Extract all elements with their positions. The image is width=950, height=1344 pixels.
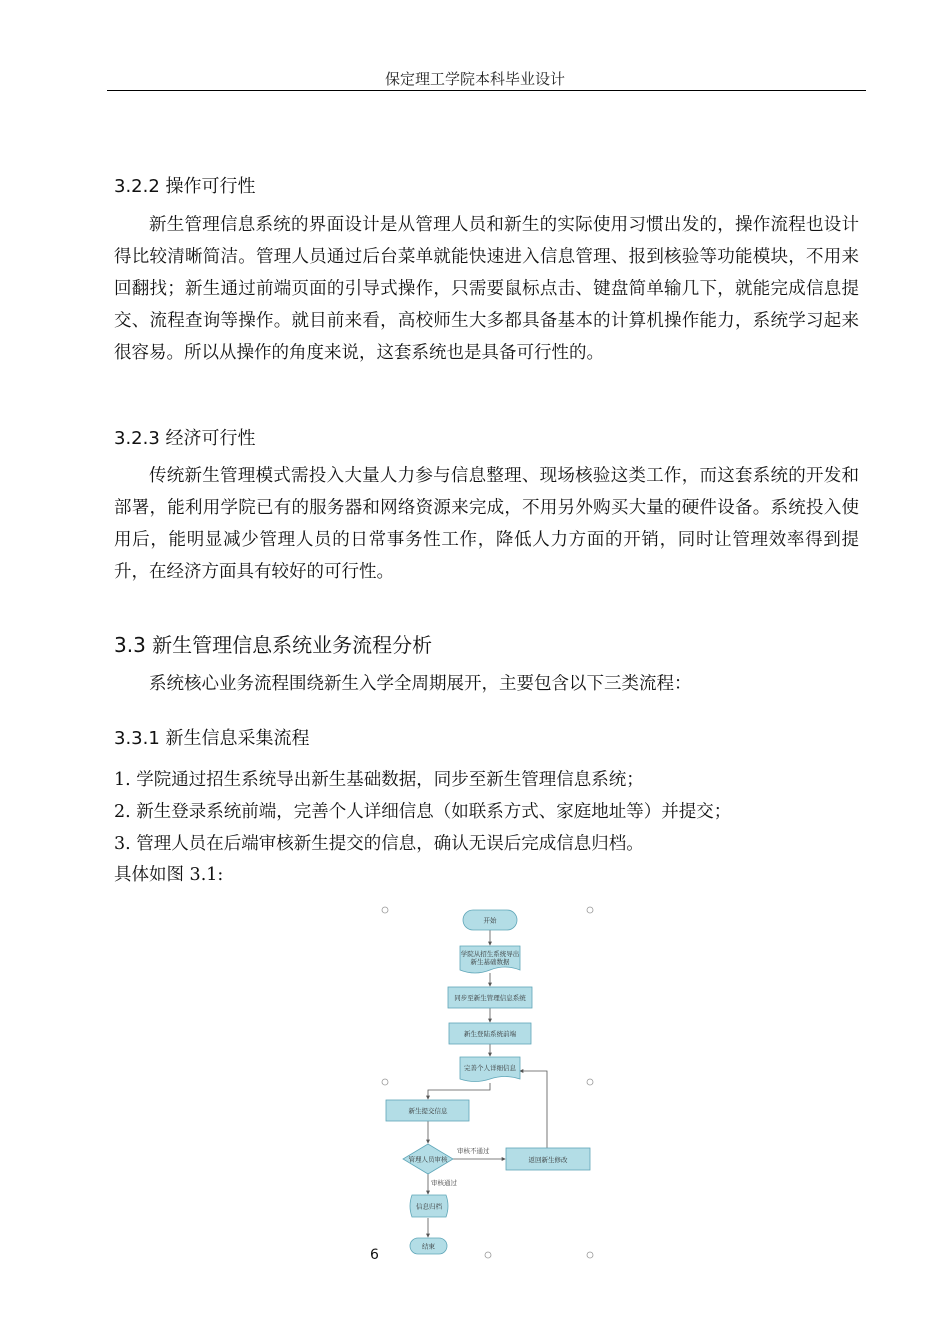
section-heading-3-2-3: 3.2.3 经济可行性 (114, 428, 256, 449)
header-title: 保定理工学院本科毕业设计 (384, 70, 565, 88)
flow-end-label: 结束 (422, 1242, 435, 1251)
flow-archive-label: 信息归档 (416, 1202, 442, 1211)
flow-review-label: 管理人员审核 (408, 1155, 448, 1164)
flowchart-connectors (428, 930, 547, 1237)
paragraph-economic-feasibility: 传统新生管理模式需投入大量人力参与信息整理、现场核验这类工作，而这套系统的开发和部署，能利用学院已有的服务器和网络资源来完成，不用另外购买大量的硬件设备。系统投入使用后，能明显减少管理人员的日常事务性工作，降低人力方面的开销，同时让管理效率得到提升，在经济方面具有较好的可行性。 (114, 466, 859, 582)
flow-return-label: 返回新生修改 (528, 1156, 568, 1164)
flow-export-label-line1: 学院从招生系统导出 (460, 950, 520, 958)
flow-submit-label: 新生提交信息 (408, 1107, 448, 1115)
section-heading-3-3-1: 3.3.1 新生信息采集流程 (114, 728, 310, 749)
paragraph-operational-feasibility: 新生管理信息系统的界面设计是从管理人员和新生的实际使用习惯出发的，操作流程也设计得比较清晰简洁。管理人员通过后台菜单就能快速进入信息管理、报到核验等功能模块，不用来回翻找；新生通过前端页面的引导式操作，只需要鼠标点击、键盘简单输几下，就能完成信息提交、流程查询等操作。就目前来看，高校师生大多都具备基本的计算机操作能力，系统学习起来很容易。所以从操作的角度来说，这套系统也是具备可行性的。 (114, 215, 859, 363)
list-item: 1. 学院通过招生系统导出新生基础数据，同步至新生管理信息系统； (114, 770, 644, 790)
flow-pass-label: 审核通过 (431, 1179, 457, 1187)
flow-start-label: 开始 (483, 916, 497, 925)
figure-reference: 具体如图 3.1: (114, 865, 224, 885)
section-heading-3-2-2: 3.2.2 操作可行性 (114, 176, 256, 197)
page-number: 6 (370, 1247, 379, 1263)
flow-fail-label: 审核不通过 (457, 1147, 490, 1155)
section-heading-3-3: 3.3 新生管理信息系统业务流程分析 (114, 633, 433, 657)
flow-login-label: 新生登陆系统前端 (464, 1030, 516, 1038)
paragraph-process-intro: 系统核心业务流程围绕新生入学全周期展开，主要包含以下三类流程： (149, 674, 692, 694)
header-rule (107, 90, 866, 91)
flow-export-label-line2: 新生基础数据 (470, 958, 510, 966)
flowchart-figure (375, 898, 605, 1268)
flow-complete-label: 完善个人详细信息 (464, 1064, 516, 1072)
list-item: 2. 新生登录系统前端，完善个人详细信息（如联系方式、家庭地址等）并提交； (114, 802, 732, 822)
flow-sync-label: 同步至新生管理信息系统 (454, 994, 526, 1002)
list-item: 3. 管理人员在后端审核新生提交的信息，确认无误后完成信息归档。 (114, 834, 644, 854)
